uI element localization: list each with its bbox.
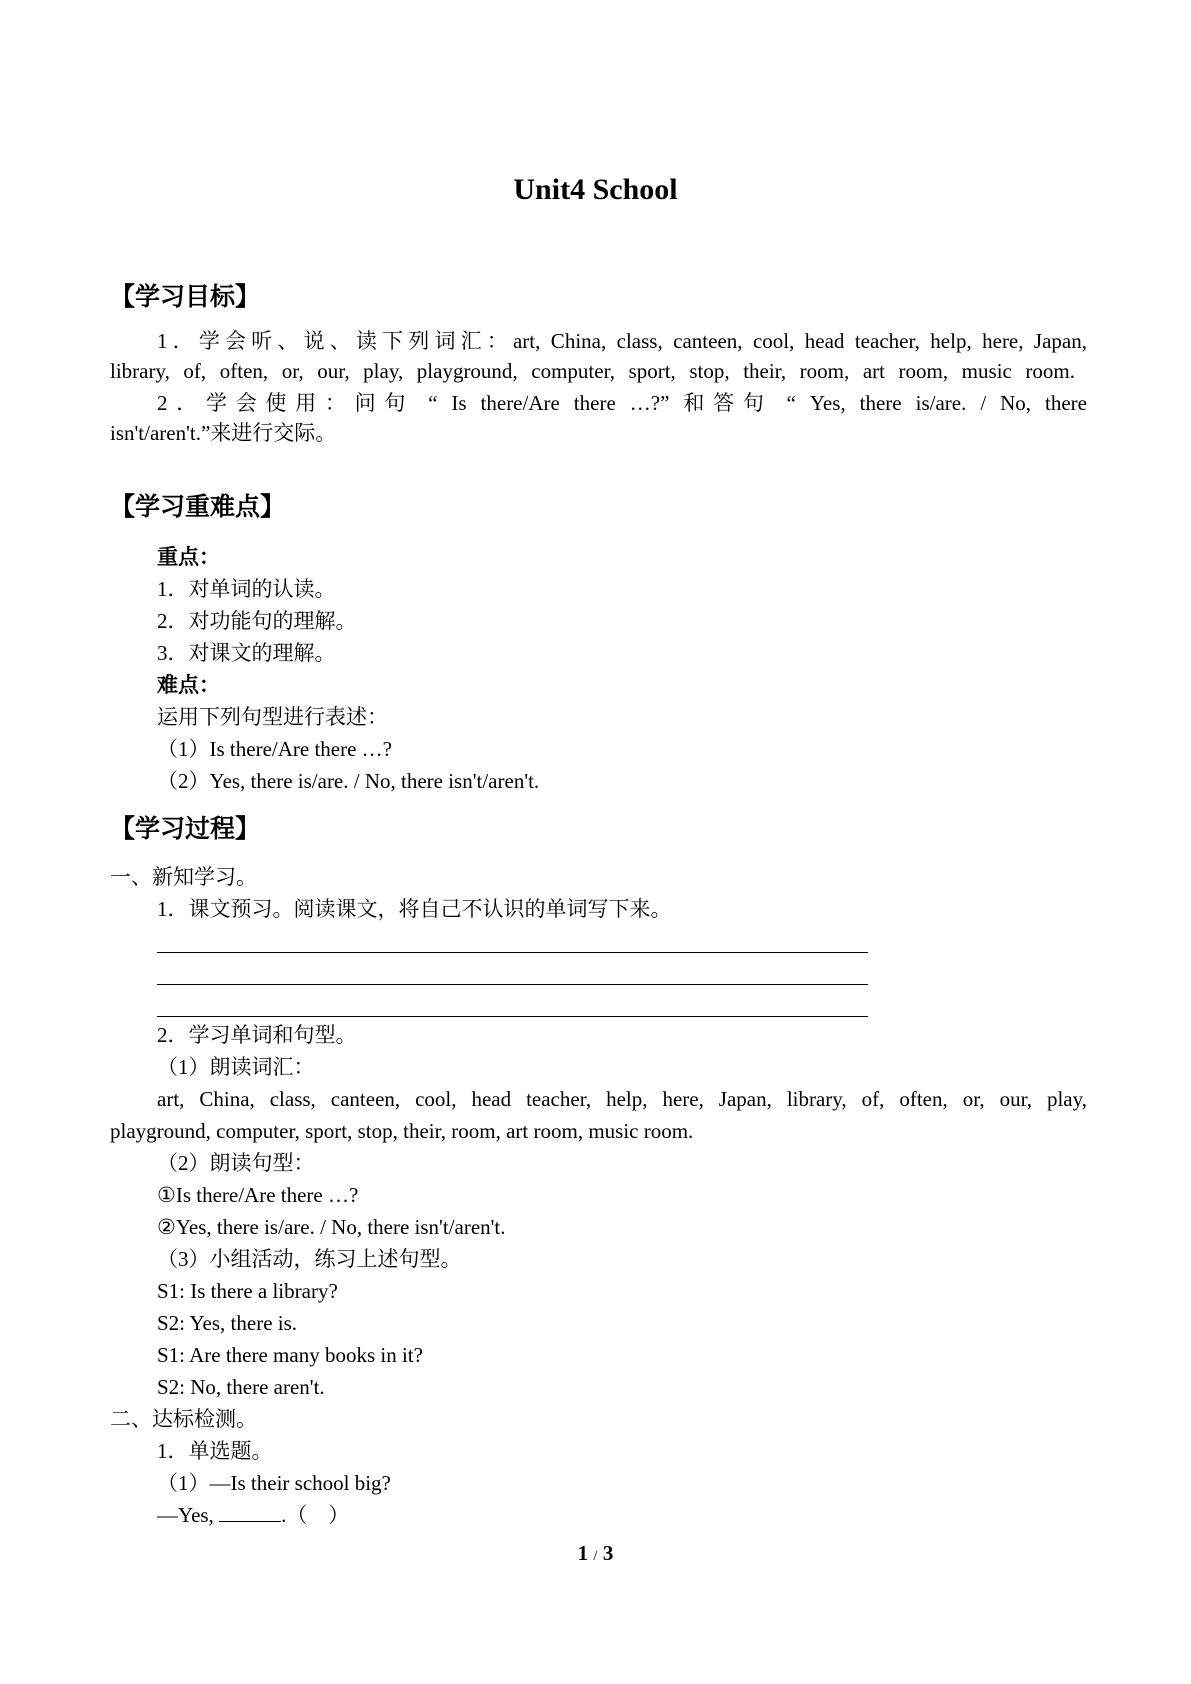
answer-blank[interactable] [219, 1503, 281, 1522]
vocab-line-1: art, China, class, canteen, cool, head teacher, help, here, Japan, library, of, often, or, our, play, [157, 1087, 1087, 1111]
answer-line-1[interactable] [157, 952, 868, 953]
pattern-1: ①Is there/Are there …? [157, 1183, 359, 1207]
objective-2-line-1: 2．学会使用：问句 “ Is there/Are there …?” 和答句 “ Yes, there is/are. / No, there [157, 391, 1087, 415]
answer-line-3[interactable] [157, 1016, 868, 1017]
document-title: Unit4 School [513, 173, 678, 206]
difficult-label: 难点： [157, 673, 220, 697]
process-section-2: 二、达标检测。 [110, 1407, 257, 1431]
heading-key-points: 【学习重难点】 [110, 492, 286, 521]
difficult-intro: 运用下列句型进行表述： [157, 705, 388, 729]
answer-suffix: .（ ） [281, 1503, 350, 1527]
heading-process: 【学习过程】 [110, 814, 261, 843]
dialogue-line-2: S2: Yes, there is. [157, 1311, 298, 1335]
dialogue-line-3: S1: Are there many books in it? [157, 1343, 423, 1367]
key-item-3: 3．对课文的理解。 [157, 641, 336, 665]
process-section-1: 一、新知学习。 [110, 865, 257, 889]
key-label: 重点： [157, 545, 220, 569]
objective-1-line-2: library, of, often, or, our, play, playground, computer, sport, stop, their, room, art room, music room. [110, 359, 1075, 383]
process-sub-1: （1）朗读词汇： [157, 1055, 315, 1079]
heading-objectives: 【学习目标】 [110, 282, 261, 311]
pattern-2: ②Yes, there is/are. / No, there isn't/aren't. [157, 1215, 506, 1239]
answer-line-2[interactable] [157, 984, 868, 985]
key-item-1: 1．对单词的认读。 [157, 577, 336, 601]
key-item-2: 2．对功能句的理解。 [157, 609, 357, 633]
question-1-answer [157, 1500, 349, 1530]
process-step-1: 1．课文预习。阅读课文，将自己不认识的单词写下来。 [157, 897, 672, 921]
page-number [0, 1541, 1191, 1566]
page-total: 3 [602, 1541, 614, 1565]
answer-prefix: —Yes, [157, 1503, 220, 1527]
difficult-item-1: （1）Is there/Are there …? [157, 737, 392, 761]
page-separator: / [593, 1548, 598, 1564]
objective-1-line-1: 1．学会听、说、读下列词汇：art, China, class, canteen, cool, head teacher, help, here, Japan, [157, 329, 1087, 353]
objective-2-line-2: isn't/aren't.”来进行交际。 [110, 421, 337, 445]
dialogue-line-4: S2: No, there aren't. [157, 1375, 325, 1399]
vocab-line-2: playground, computer, sport, stop, their, room, art room, music room. [110, 1119, 694, 1143]
test-1: 1．单选题。 [157, 1439, 273, 1463]
dialogue-line-1: S1: Is there a library? [157, 1279, 338, 1303]
process-step-2: 2．学习单词和句型。 [157, 1023, 357, 1047]
page-current: 1 [577, 1541, 589, 1565]
process-sub-2: （2）朗读句型： [157, 1151, 315, 1175]
process-sub-3: （3）小组活动，练习上述句型。 [157, 1247, 462, 1271]
difficult-item-2: （2）Yes, there is/are. / No, there isn't/aren't. [157, 769, 540, 793]
question-1: （1）—Is their school big? [157, 1471, 391, 1495]
